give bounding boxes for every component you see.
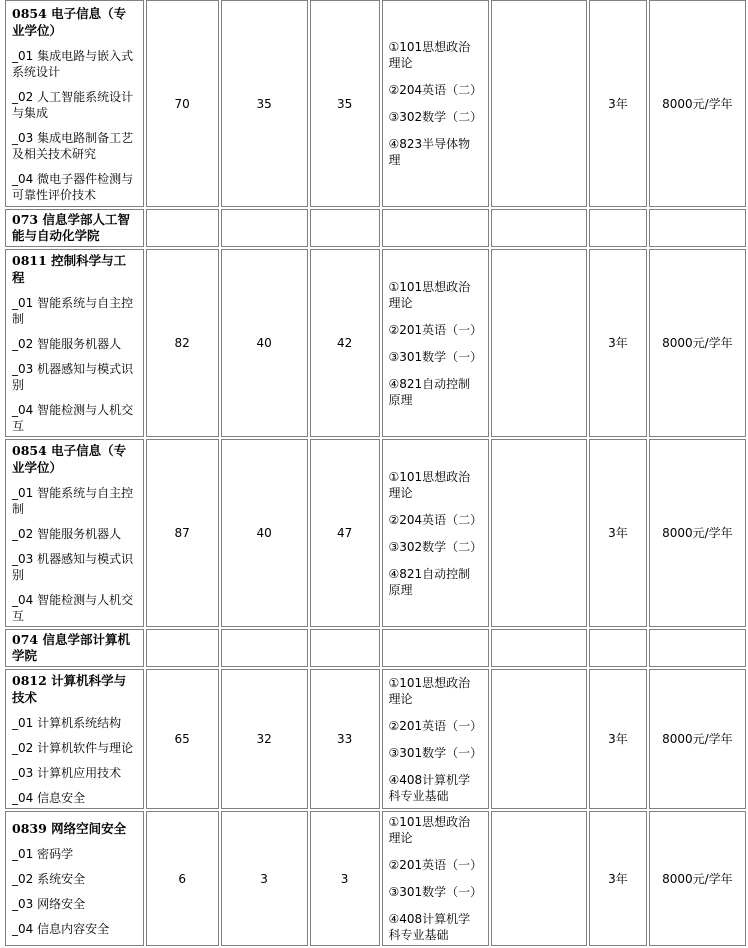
quota-a: 32 [221, 669, 308, 809]
total-quota: 65 [146, 669, 219, 809]
exam-subjects [382, 811, 489, 946]
exam-subject: ③301数学（一） [388, 349, 483, 364]
direction: _01 集成电路与嵌入式系统设计 [12, 48, 134, 79]
empty-cell [491, 249, 587, 437]
study-years: 3年 [589, 0, 647, 207]
table-row [5, 249, 746, 437]
direction: _03 计算机应用技术 [12, 766, 122, 780]
exam-subject: ④823半导体物理 [388, 137, 471, 167]
exam-subject: ③302数学（二） [388, 110, 483, 124]
major-name: 0812 计算机科学与技术 [12, 673, 127, 705]
exam-subject: ④821自动控制原理 [388, 566, 471, 597]
exam-subject: ①101思想政治理论 [388, 40, 471, 70]
direction: _01 计算机系统结构 [12, 716, 122, 730]
direction: _01 智能系统与自主控制 [12, 486, 134, 516]
study-years: 3年 [589, 249, 647, 437]
empty-cell [310, 209, 380, 247]
major-name: 0854 电子信息（专业学位） [12, 443, 127, 475]
direction: _03 机器感知与模式识别 [12, 552, 134, 582]
major-name: 0854 电子信息（专业学位） [12, 5, 127, 38]
direction: _02 智能服务机器人 [12, 337, 122, 351]
exam-subject: ④408计算机学科专业基础 [388, 772, 471, 803]
tuition-fee: 8000元/学年 [649, 249, 746, 437]
empty-cell [491, 439, 587, 627]
exam-subject: ①101思想政治理论 [388, 815, 471, 845]
direction: _03 集成电路制备工艺及相关技术研究 [12, 130, 134, 161]
major-cell [5, 439, 144, 627]
quota-b: 3 [310, 811, 380, 946]
major-cell [5, 669, 144, 809]
empty-cell [146, 629, 219, 667]
direction: _02 智能服务机器人 [12, 527, 122, 541]
exam-subject: ①101思想政治理论 [388, 675, 471, 706]
quota-b: 35 [310, 0, 380, 207]
exam-subject: ③301数学（一） [388, 745, 483, 760]
exam-subject: ②201英语（一） [388, 858, 483, 872]
empty-cell [382, 629, 489, 667]
table-row [5, 811, 746, 946]
empty-cell [491, 0, 587, 207]
study-years: 3年 [589, 669, 647, 809]
empty-cell [649, 629, 746, 667]
exam-subject: ②204英语（二） [388, 512, 483, 527]
direction: _02 人工智能系统设计与集成 [12, 89, 134, 120]
quota-b: 47 [310, 439, 380, 627]
empty-cell [649, 209, 746, 247]
exam-subject: ③302数学（二） [388, 539, 483, 554]
exam-subjects [382, 669, 489, 809]
total-quota: 82 [146, 249, 219, 437]
tuition-fee: 8000元/学年 [649, 669, 746, 809]
empty-cell [382, 209, 489, 247]
direction: _02 系统安全 [12, 872, 86, 886]
total-quota: 70 [146, 0, 219, 207]
exam-subject: ②201英语（一） [388, 322, 483, 337]
major-name: 0811 控制科学与工程 [12, 253, 127, 285]
quota-b: 42 [310, 249, 380, 437]
empty-cell [491, 209, 587, 247]
empty-cell [589, 209, 647, 247]
quota-a: 35 [221, 0, 308, 207]
tuition-fee: 8000元/学年 [649, 439, 746, 627]
table-row [5, 439, 746, 627]
empty-cell [310, 629, 380, 667]
quota-a: 40 [221, 439, 308, 627]
direction: _01 智能系统与自主控制 [12, 296, 134, 326]
major-cell [5, 0, 144, 207]
direction: _04 信息内容安全 [12, 922, 110, 936]
department-cell [5, 629, 144, 667]
tuition-fee: 8000元/学年 [649, 0, 746, 207]
study-years: 3年 [589, 439, 647, 627]
empty-cell [146, 209, 219, 247]
empty-cell [221, 209, 308, 247]
exam-subject: ②201英语（一） [388, 718, 483, 733]
quota-a: 3 [221, 811, 308, 946]
department-name: 073 信息学部人工智能与自动化学院 [12, 212, 130, 243]
study-years: 3年 [589, 811, 647, 946]
empty-cell [221, 629, 308, 667]
table-row [5, 209, 746, 247]
exam-subject: ①101思想政治理论 [388, 469, 471, 500]
total-quota: 6 [146, 811, 219, 946]
total-quota: 87 [146, 439, 219, 627]
department-cell [5, 209, 144, 247]
empty-cell [491, 811, 587, 946]
exam-subject: ④408计算机学科专业基础 [388, 912, 471, 942]
tuition-fee: 8000元/学年 [649, 811, 746, 946]
direction: _04 智能检测与人机交互 [12, 593, 134, 623]
exam-subjects [382, 0, 489, 207]
major-cell [5, 811, 144, 946]
direction: _04 智能检测与人机交互 [12, 403, 134, 433]
department-name: 074 信息学部计算机学院 [12, 632, 130, 663]
exam-subject: ③301数学（一） [388, 885, 483, 899]
table-row [5, 0, 746, 207]
direction: _03 机器感知与模式识别 [12, 362, 134, 392]
empty-cell [589, 629, 647, 667]
exam-subject: ①101思想政治理论 [388, 279, 471, 310]
major-cell [5, 249, 144, 437]
direction: _01 密码学 [12, 847, 74, 861]
empty-cell [491, 629, 587, 667]
exam-subjects [382, 439, 489, 627]
major-name: 0839 网络空间安全 [12, 821, 127, 836]
table-row [5, 669, 746, 809]
empty-cell [491, 669, 587, 809]
table-row [5, 629, 746, 667]
admissions-table [3, 0, 748, 948]
quota-b: 33 [310, 669, 380, 809]
exam-subject: ④821自动控制原理 [388, 376, 471, 407]
direction: _04 信息安全 [12, 791, 86, 805]
direction: _03 网络安全 [12, 897, 86, 911]
exam-subject: ②204英语（二） [388, 83, 483, 97]
direction: _02 计算机软件与理论 [12, 741, 134, 755]
quota-a: 40 [221, 249, 308, 437]
direction: _04 微电子器件检测与可靠性评价技术 [12, 171, 134, 202]
exam-subjects [382, 249, 489, 437]
